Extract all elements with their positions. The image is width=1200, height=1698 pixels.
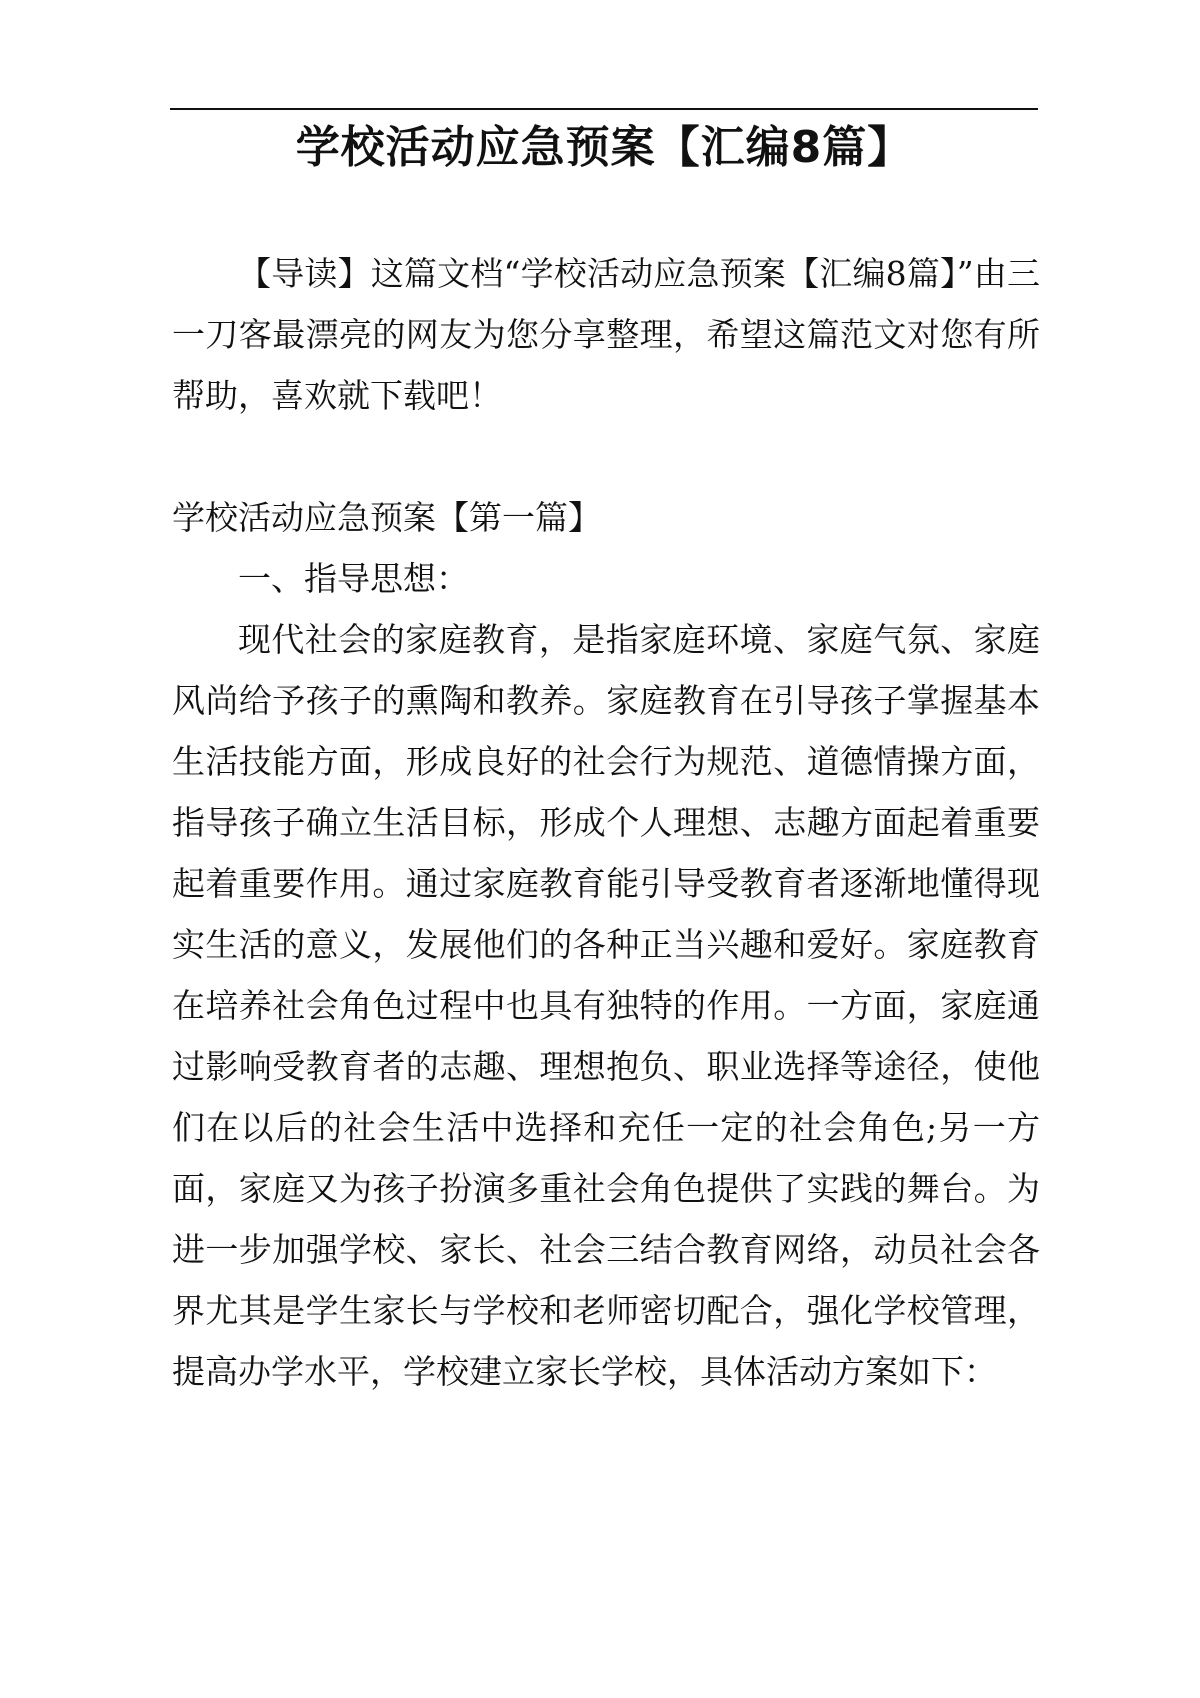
document-body — [172, 243, 1040, 1402]
header-rule — [170, 108, 1038, 110]
subheading: 一、指导思想： — [238, 559, 469, 598]
section-heading: 学校活动应急预案【第一篇】 — [172, 498, 601, 537]
document-title: 学校活动应急预案【汇编8篇】 — [295, 122, 913, 173]
body-paragraph: 现代社会的家庭教育，是指家庭环境、家庭气氛、家庭风尚给予孩子的熏陶和教养。家庭教育在引导孩子掌握基本生活技能方面，形成良好的社会行为规范、道德情操方面，指导孩子确立生活目标，形成个人理想、志趣方面起着重要起着重要作用。通过家庭教育能引导受教育者逐渐地懂得现实生活的意义，发展他们的各种正当兴趣和爱好。家庭教育在培养社会角色过程中也具有独特的作用。一方面，家庭通过影响受教育者的志趣、理想抱负、职业选择等途径，使他们在以后的社会生活中选择和充任一定的社会角色;另一方面，家庭又为孩子扮演多重社会角色提供了实践的舞台。为进一步加强学校、家长、社会三结合教育网络，动员社会各界尤其是学生家长与学校和老师密切配合，强化学校管理，提高办学水平，学校建立家长学校，具体活动方案如下： — [172, 620, 1040, 1391]
intro-paragraph: 【导读】这篇文档“学校活动应急预案【汇编8篇】”由三一刀客最漂亮的网友为您分享整理，希望这篇范文对您有所帮助，喜欢就下载吧！ — [172, 254, 1040, 415]
